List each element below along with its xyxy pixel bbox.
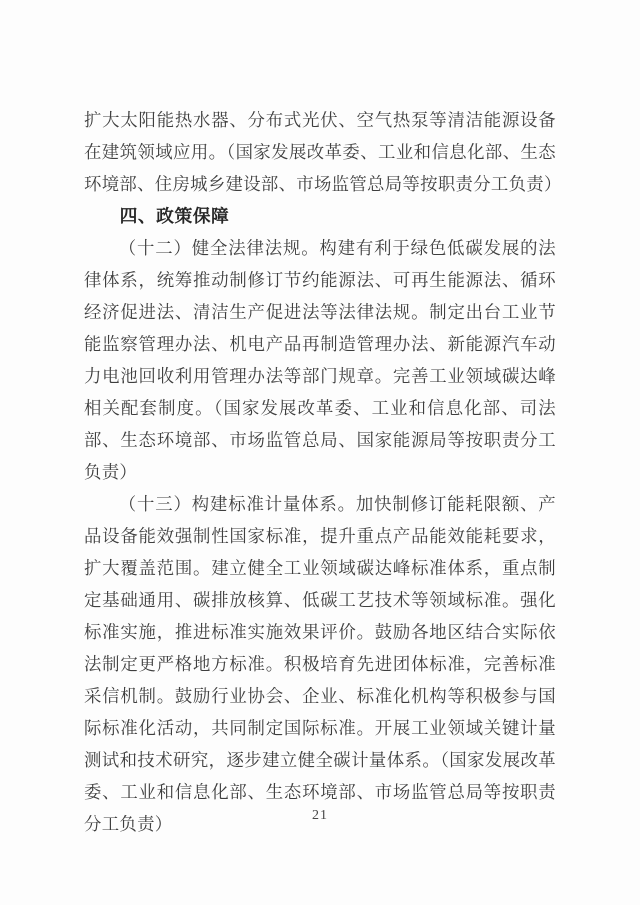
page-number: 21 [312,808,328,823]
clause-13-paragraph: （十三）构建标准计量体系。加快制修订能耗限额、产品设备能效强制性国家标准，提升重点产品能效能耗要求，扩大覆盖范围。建立健全工业领域碳达峰标准体系，重点制定基础通用、碳排放核算、低碳工艺技术等领域标准。强化标准实施，推进标准实施效果评价。鼓励各地区结合实际依法制定更严格地方标准。积极培育先进团体标准，完善标准采信机制。鼓励行业协会、企业、标准化机构等积极参与国际标准化活动，共同制定国际标准。开展工业领域关键计量测试和技术研究，逐步建立健全碳计量体系。（国家发展改革委、工业和信息化部、生态环境部、市场监管总局等按职责分工负责） [84,494,556,834]
clause-12-paragraph: （十二）健全法律法规。构建有利于绿色低碳发展的法律体系，统筹推动制修订节约能源法、可再生能源法、循环经济促进法、清洁生产促进法等法律法规。制定出台工业节能监察管理办法、机电产品再制造管理办法、新能源汽车动力电池回收利用管理办法等部门规章。完善工业领域碳达峰相关配套制度。（国家发展改革委、工业和信息化部、司法部、生态环境部、市场监管总局、国家能源局等按职责分工负责） [84,238,556,482]
section-heading: 四、政策保障 [119,206,230,226]
continuation-paragraph: 扩大太阳能热水器、分布式光伏、空气热泵等清洁能源设备在建筑领域应用。（国家发展改革委、工业和信息化部、生态环境部、住房城乡建设部、市场监管总局等按职责分工负责） [84,110,562,194]
